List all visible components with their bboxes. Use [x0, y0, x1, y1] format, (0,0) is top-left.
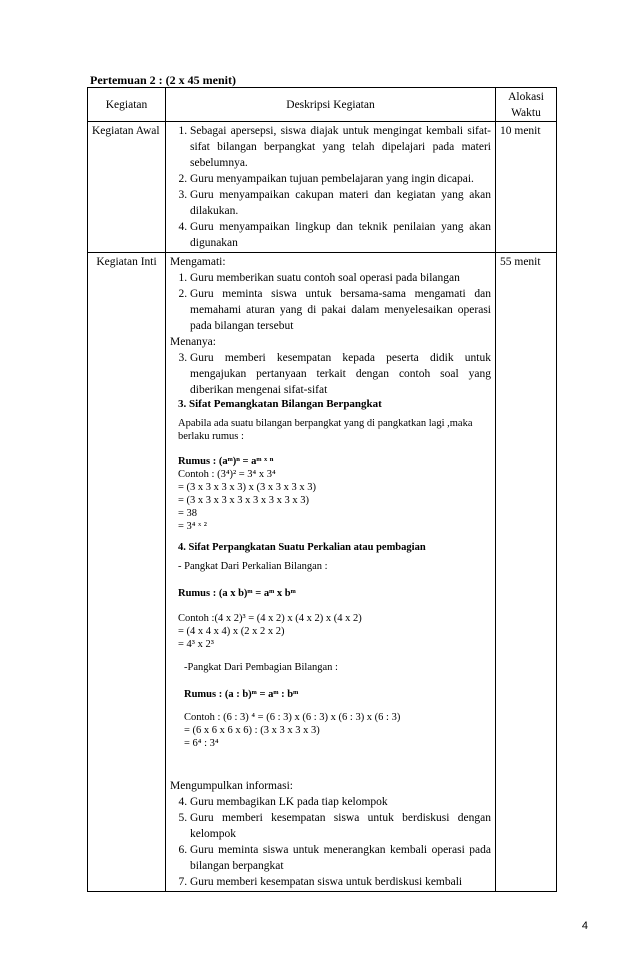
example-line: Contoh : (6 : 3) ⁴ = (6 : 3) x (6 : 3) x (6 : 3) x (6 : 3): [184, 712, 401, 723]
section-4-subtitle-multiplication: - Pangkat Dari Perkalian Bilangan :: [178, 561, 328, 572]
activity-table: [87, 87, 557, 892]
list-item: 7. Guru memberi kesempatan siswa untuk berdiskusi kembali: [190, 874, 491, 890]
list-item: 6. Guru meminta siswa untuk menerangkan kembali operasi pada bilangan berpangkat: [190, 842, 491, 874]
list-item: 4. Guru membagikan LK pada tiap kelompok: [190, 794, 491, 810]
list-item: 1. Sebagai apersepsi, siswa diajak untuk mengingat kembali sifat-sifat bilangan berpangkat yang telah dipelajari pada materi sebelumnya.: [190, 123, 491, 171]
list-item: 2. Guru menyampaikan tujuan pembelajaran yang ingin dicapai.: [190, 171, 491, 187]
example-line: = (3 x 3 x 3 x 3) x (3 x 3 x 3 x 3): [178, 482, 317, 493]
section-3-title: 3. Sifat Pemangkatan Bilangan Berpangkat: [178, 398, 382, 410]
page-number: 4: [581, 920, 588, 932]
activity-name: Kegiatan Inti: [88, 253, 166, 892]
list-item: 1. Guru memberikan suatu contoh soal operasi pada bilangan: [190, 270, 491, 286]
section-3-formula: Rumus : (aᵐ)ⁿ = aᵐ ˣ ⁿ: [178, 456, 274, 467]
example-line: = (6 x 6 x 6 x 6) : (3 x 3 x 3 x 3): [184, 725, 320, 736]
observe-label: Mengamati:: [170, 256, 226, 268]
section-4-subtitle-division: -Pangkat Dari Pembagian Bilangan :: [184, 662, 338, 673]
list-item: 2. Guru meminta siswa untuk bersama-sama mengamati dan memahami aturan yang di pakai dalam menyelesaikan operasi pada bilangan tersebut: [190, 286, 491, 334]
ask-label: Menanya:: [170, 336, 216, 348]
collect-steps: [170, 794, 491, 890]
header-activity: Kegiatan: [88, 88, 166, 122]
activity-description: [166, 122, 496, 253]
list-item: 4. Guru menyampaikan lingkup dan teknik penilaian yang akan digunakan: [190, 219, 491, 251]
activity-name: Kegiatan Awal: [88, 122, 166, 253]
example-line: Contoh : (3⁴)² = 3⁴ x 3⁴: [178, 469, 276, 480]
example-line: = 38: [178, 508, 198, 519]
header-time: Alokasi Waktu: [496, 88, 557, 122]
collect-label: Mengumpulkan informasi:: [170, 780, 293, 792]
header-description: Deskripsi Kegiatan: [166, 88, 496, 122]
activity-description: [166, 253, 496, 892]
section-3-description: Apabila ada suatu bilangan berpangkat yang di pangkatkan lagi ,maka berlaku rumus :: [178, 418, 473, 442]
ask-steps: [170, 350, 491, 398]
example-line: = (3 x 3 x 3 x 3 x 3 x 3 x 3 x 3): [178, 495, 310, 506]
list-item: 3. Guru memberi kesempatan kepada peserta didik untuk mengajukan pertanyaan terkait dengan contoh soal yang diberikan mengenai sifat-sifat: [190, 350, 491, 398]
table-header-row: [88, 88, 557, 122]
material-excerpt: [170, 398, 491, 750]
example-line: = 3⁴ ˣ ²: [178, 521, 207, 532]
list-item: 3. Guru menyampaikan cakupan materi dan kegiatan yang akan dilakukan.: [190, 187, 491, 219]
meeting-title: Pertemuan 2 : (2 x 45 menit): [90, 73, 236, 87]
section-4-formula-division: Rumus : (a : b)ᵐ = aᵐ : bᵐ: [184, 689, 299, 700]
example-line: Contoh :(4 x 2)³ = (4 x 2) x (4 x 2) x (4 x 2): [178, 613, 362, 624]
activity-time: 55 menit: [496, 253, 557, 892]
table-row: [88, 122, 557, 253]
section-4-title: 4. Sifat Perpangkatan Suatu Perkalian atau pembagian: [178, 542, 426, 553]
example-line: = 6⁴ : 3⁴: [184, 738, 219, 749]
list-item: 5. Guru memberi kesempatan siswa untuk berdiskusi dengan kelompok: [190, 810, 491, 842]
example-line: = (4 x 4 x 4) x (2 x 2 x 2): [178, 626, 285, 637]
example-line: = 4³ x 2³: [178, 639, 214, 650]
observe-steps: [170, 270, 491, 334]
section-4-formula-multiplication: Rumus : (a x b)ᵐ = aᵐ x bᵐ: [178, 588, 296, 599]
table-row: [88, 253, 557, 892]
opening-steps: [170, 123, 491, 251]
activity-time: 10 menit: [496, 122, 557, 253]
